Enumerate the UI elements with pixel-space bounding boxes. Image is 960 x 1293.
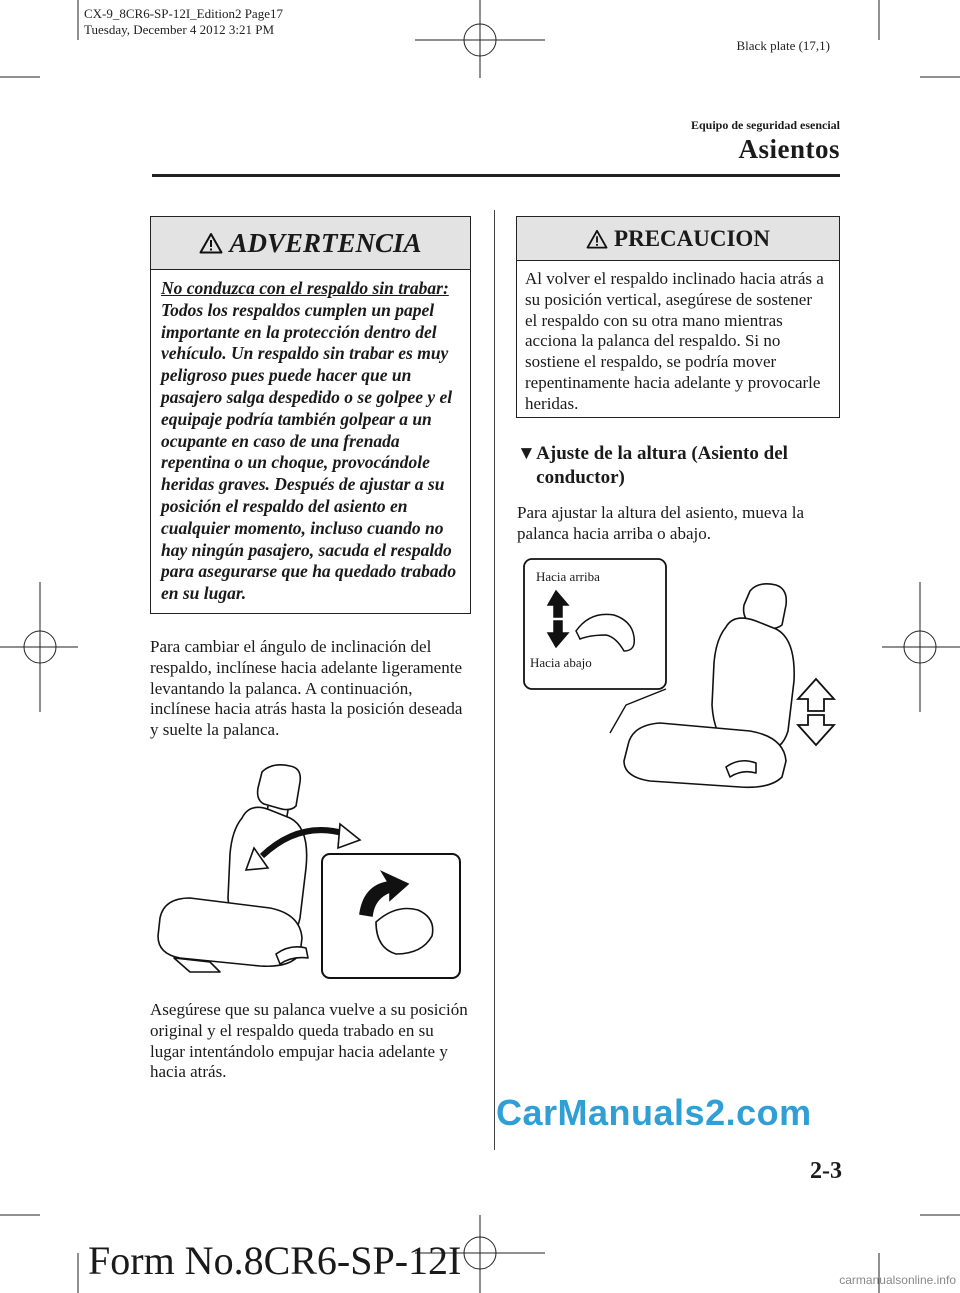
watermark: CarManuals2.com [496, 1092, 812, 1133]
page-number: 2-3 [810, 1158, 842, 1184]
caution-triangle-icon [586, 229, 608, 249]
print-info [84, 6, 283, 38]
height-adjust-text: Para ajustar la altura del asiento, mueva la palanca hacia arriba o abajo. [517, 503, 804, 543]
warning-title: ADVERTENCIA [229, 227, 422, 258]
print-info-line2: Tuesday, December 4 2012 3:21 PM [84, 22, 275, 37]
section-title: Asientos [738, 134, 840, 164]
warning-body [151, 270, 470, 605]
lock-check-instructions: Asegúrese que su palanca vuelve a su posición original y el respaldo queda trabado en su lugar intentándolo empujar hacia adelante y hacia atrás. [150, 1000, 468, 1082]
warning-header [151, 217, 470, 270]
warning-box [150, 216, 471, 614]
section-marker-icon: ▼ [517, 443, 536, 464]
plate-label: Black plate (17,1) [736, 38, 830, 53]
recline-instructions: Para cambiar el ángulo de inclinación del respaldo, inclínese hacia adelante ligeramente levantando la palanca. A continuación, inclínese hacia atrás hasta la posición deseada y suelte la palanca. [150, 637, 463, 740]
height-adjust-heading [517, 442, 837, 490]
form-number: Form No.8CR6-SP-12I [88, 1238, 462, 1283]
warning-triangle-icon [199, 232, 223, 254]
print-info-line1: CX-9_8CR6-SP-12I_Edition2 Page17 [84, 6, 283, 21]
header-rule [152, 174, 840, 177]
seat-height-illustration [520, 555, 840, 790]
caution-text: Al volver el respaldo inclinado hacia atrás a su posición vertical, asegúrese de sostener el respaldo con su otra mano mientras acciona la palanca del respaldo. Si no sostiene el respaldo, se podría mover repentinamente hacia adelante y provocarle heridas. [525, 269, 824, 413]
column-divider [494, 210, 495, 1150]
section-subtitle: Equipo de seguridad esencial [690, 118, 840, 132]
warning-text: Todos los respaldos cumplen un papel importante en la protección dentro del vehículo. Un respaldo sin trabar es muy peligroso pues puede hacer que un pasajero salga despedido o se golpee y el equipaje podría también golpear a un ocupante en caso de una frenada repentina o un choque, provocándole heridas graves. Después de ajustar a su posición el respaldo del asiento en cualquier momento, incluso cuando no hay ningún pasajero, sacuda el respaldo para asegurarse que ha quedado trabado en su lugar. [161, 299, 457, 604]
caution-box [516, 216, 840, 418]
warning-heading: No conduzca con el respaldo sin trabar: [161, 278, 449, 298]
label-up: Hacia arriba [536, 569, 600, 584]
caution-title: PRECAUCION [614, 225, 770, 251]
caution-header [517, 217, 839, 261]
label-down: Hacia abajo [530, 655, 592, 670]
footer-url: carmanualsonline.info [839, 1273, 956, 1287]
height-adjust-title: Ajuste de la altura (Asiento del conductor) [536, 443, 788, 488]
seat-recline-illustration [150, 758, 470, 984]
